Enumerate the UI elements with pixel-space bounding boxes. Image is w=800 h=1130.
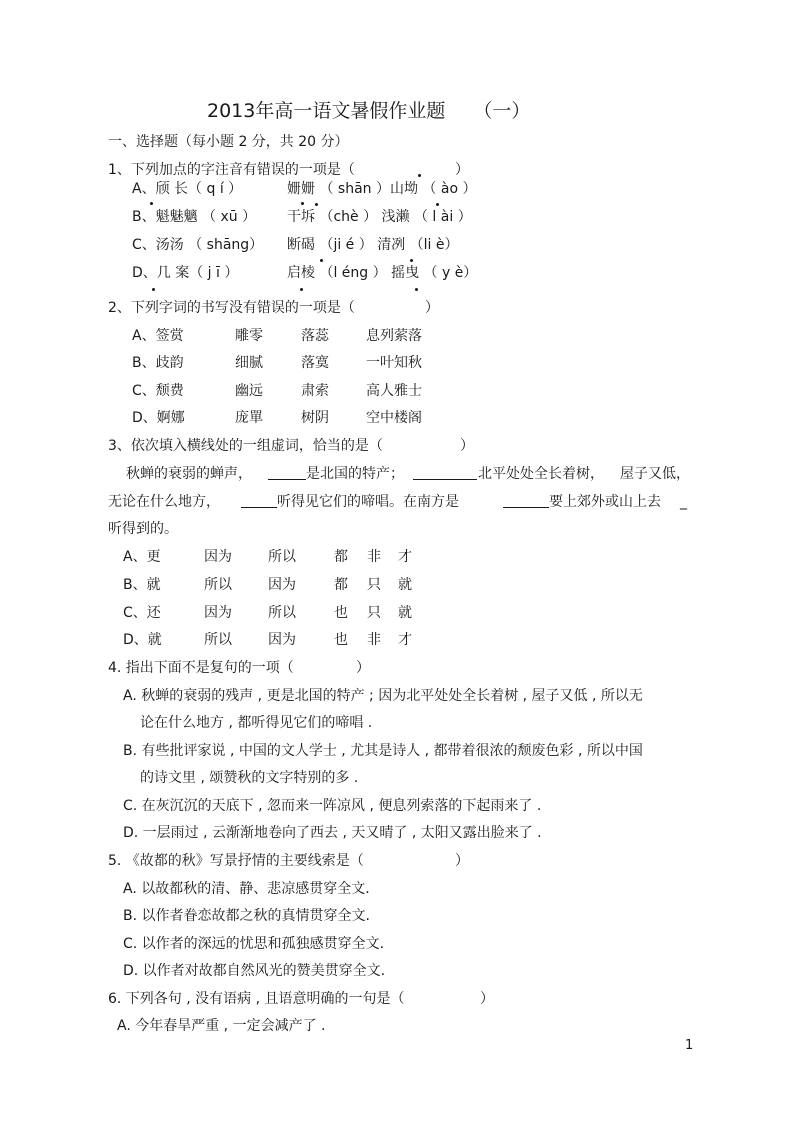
q3-a-3: 所以 bbox=[268, 549, 296, 565]
q3-d-3: 因为 bbox=[268, 632, 296, 648]
emphasis-dot bbox=[320, 259, 323, 262]
q3-a-6: 才 bbox=[398, 549, 412, 565]
q3-a-5: 非 bbox=[367, 549, 381, 565]
q3-c-4: 也 bbox=[334, 605, 348, 621]
q3-d-4: 也 bbox=[334, 632, 348, 648]
q4-option-a-line1: A. 秋蝉的衰弱的残声 , 更是北国的特产 ; 因为北平处处全长着树 , 屋子又低 , 所以无 bbox=[123, 688, 643, 704]
q4-option-b-line2: 的诗文里 , 颂赞秋的文字特别的多 . bbox=[140, 770, 359, 786]
q1-option-c-first: C、汤汤 （ shāng） bbox=[132, 237, 264, 253]
q4-option-b-line1: B. 有些批评家说 , 中国的文人学士 , 尤其是诗人 , 都带着很浓的颓废色彩 , 所以中国 bbox=[123, 743, 643, 759]
q4-option-a-line2: 论在什么地方 , 都听得见它们的啼唱 . bbox=[140, 715, 373, 731]
q2-b-1: B、歧韵 bbox=[132, 355, 184, 371]
q6-stem: 6. 下列各句 , 没有语病 , 且语意明确的一句是（ bbox=[108, 991, 405, 1007]
q3-a-1: A、更 bbox=[123, 549, 161, 565]
q3-b-3: 因为 bbox=[268, 577, 296, 593]
fill-blank[interactable] bbox=[241, 493, 277, 508]
q1-stem: 1、下列加点的字注音有错误的一项是（ bbox=[108, 162, 355, 178]
q1-option-a-rest: 姗姗 （ shān ）山坳 （ ào ） bbox=[287, 181, 477, 197]
q2-a-4: 息列萦落 bbox=[366, 328, 422, 344]
q5-close: ） bbox=[455, 853, 469, 869]
q3-b-6: 就 bbox=[398, 577, 412, 593]
q3-passage-2a: 无论在什么地方， bbox=[108, 494, 220, 510]
q3-d-6: 才 bbox=[398, 632, 412, 648]
q2-a-2: 雕零 bbox=[235, 328, 263, 344]
q2-d-3: 树阴 bbox=[301, 410, 329, 426]
q3-b-1: B、就 bbox=[123, 577, 161, 593]
emphasis-dot bbox=[150, 202, 153, 205]
q1-close: ） bbox=[455, 162, 469, 178]
q3-a-2: 因为 bbox=[204, 549, 232, 565]
fill-blank[interactable] bbox=[268, 465, 306, 480]
title-text: 2013年高一语文暑假作业题 bbox=[207, 100, 446, 122]
q3-d-1: D、就 bbox=[123, 632, 162, 648]
q1-option-d-first: D、几 案（ j ī ） bbox=[132, 265, 239, 281]
emphasis-dot bbox=[410, 259, 413, 262]
q1-option-a-first: A、颀 长（ q í ） bbox=[132, 181, 243, 197]
q3-b-2: 所以 bbox=[204, 577, 232, 593]
q3-passage-1d: 屋子又低， bbox=[620, 466, 690, 482]
q4-option-d: D. 一层雨过 , 云渐渐地卷向了西去 , 天又晴了 , 太阳又露出脸来了 . bbox=[123, 825, 542, 841]
q6-close: ） bbox=[480, 991, 494, 1007]
q2-close: ） bbox=[425, 300, 439, 316]
q3-c-1: C、还 bbox=[123, 605, 161, 621]
q2-c-1: C、颓费 bbox=[132, 383, 184, 399]
emphasis-dot bbox=[436, 203, 439, 206]
q4-option-c: C. 在灰沉沉的天底下 , 忽而来一阵凉风 , 便息列索落的下起雨来了 . bbox=[123, 798, 542, 814]
q2-c-4: 高人雅士 bbox=[366, 383, 422, 399]
q3-passage-1a: 秋蝉的衰弱的蝉声， bbox=[126, 466, 252, 482]
q2-a-3: 落蕊 bbox=[301, 328, 329, 344]
page-title bbox=[207, 99, 530, 123]
q3-c-3: 所以 bbox=[268, 605, 296, 621]
q2-b-4: 一叶知秋 bbox=[366, 355, 422, 371]
q2-d-4: 空中楼阁 bbox=[366, 410, 422, 426]
q3-a-4: 都 bbox=[334, 549, 348, 565]
q3-close: ） bbox=[460, 438, 474, 454]
q1-option-b-first: B、魁魅魑 （ xū ） bbox=[132, 209, 257, 225]
q1-option-d-rest: 启棱 （l éng ） 摇曳 （ y è） bbox=[287, 265, 478, 281]
q3-passage-3: 听得到的。 bbox=[108, 521, 178, 537]
q3-b-4: 都 bbox=[334, 577, 348, 593]
q3-passage-1c: 北平处处全长着树， bbox=[478, 466, 604, 482]
q3-passage-2c: 要上郊外或山上去 bbox=[549, 494, 661, 510]
title-part: （一） bbox=[473, 100, 531, 122]
q6-option-a: A. 今年春旱严重 , 一定会减产了 . bbox=[117, 1018, 326, 1034]
q5-option-c: C. 以作者的深远的忧思和孤独感贯穿全文. bbox=[123, 936, 385, 952]
q3-b-5: 只 bbox=[367, 577, 381, 593]
emphasis-dot bbox=[315, 203, 318, 206]
section-heading: 一、选择题（每小题 2 分，共 20 分） bbox=[108, 134, 349, 150]
q3-c-5: 只 bbox=[367, 605, 381, 621]
q3-d-5: 非 bbox=[367, 632, 381, 648]
emphasis-dot bbox=[301, 202, 304, 205]
q5-option-d: D. 以作者对故都自然风光的赞美贯穿全文. bbox=[123, 963, 386, 979]
emphasis-dot bbox=[300, 288, 303, 291]
q1-option-b-rest: 干坼 （chè ） 浅濑 （ l ài ） bbox=[287, 209, 472, 225]
q4-close: ） bbox=[356, 660, 370, 676]
q4-stem: 4. 指出下面不是复句的一项（ bbox=[108, 660, 294, 676]
q2-stem: 2、下列字词的书写没有错误的一项是（ bbox=[108, 300, 355, 316]
page-number: 1 bbox=[685, 1038, 694, 1053]
q2-a-1: A、签赏 bbox=[132, 328, 184, 344]
q3-c-2: 因为 bbox=[204, 605, 232, 621]
q3-passage-2d: _ bbox=[680, 494, 687, 510]
q3-d-2: 所以 bbox=[204, 632, 232, 648]
q2-c-3: 肃索 bbox=[301, 383, 329, 399]
q5-stem: 5. 《故都的秋》写景抒情的主要线索是（ bbox=[108, 853, 364, 869]
emphasis-dot bbox=[152, 288, 155, 291]
q3-c-6: 就 bbox=[398, 605, 412, 621]
q3-passage-2b: 听得见它们的啼唱。在南方是 bbox=[277, 494, 459, 510]
q3-passage-1b: 是北国的特产； bbox=[306, 466, 404, 482]
emphasis-dot bbox=[418, 174, 421, 177]
q2-b-3: 落寞 bbox=[301, 355, 329, 371]
q1-option-c-rest: 断碣 （ji é ） 清冽 （li è） bbox=[287, 237, 459, 253]
q2-d-1: D、婀娜 bbox=[132, 410, 185, 426]
q5-option-a: A. 以故都秋的清、静、悲凉感贯穿全文. bbox=[123, 881, 370, 897]
q5-option-b: B. 以作者眷恋故都之秋的真情贯穿全文. bbox=[123, 908, 370, 924]
q2-d-2: 庞單 bbox=[235, 410, 263, 426]
fill-blank[interactable] bbox=[503, 493, 549, 508]
emphasis-dot bbox=[415, 288, 418, 291]
q2-b-2: 细腻 bbox=[235, 355, 263, 371]
q2-c-2: 幽远 bbox=[235, 383, 263, 399]
q3-stem: 3、依次填入横线处的一组虚词，恰当的是（ bbox=[108, 438, 383, 454]
fill-blank[interactable] bbox=[413, 465, 477, 480]
